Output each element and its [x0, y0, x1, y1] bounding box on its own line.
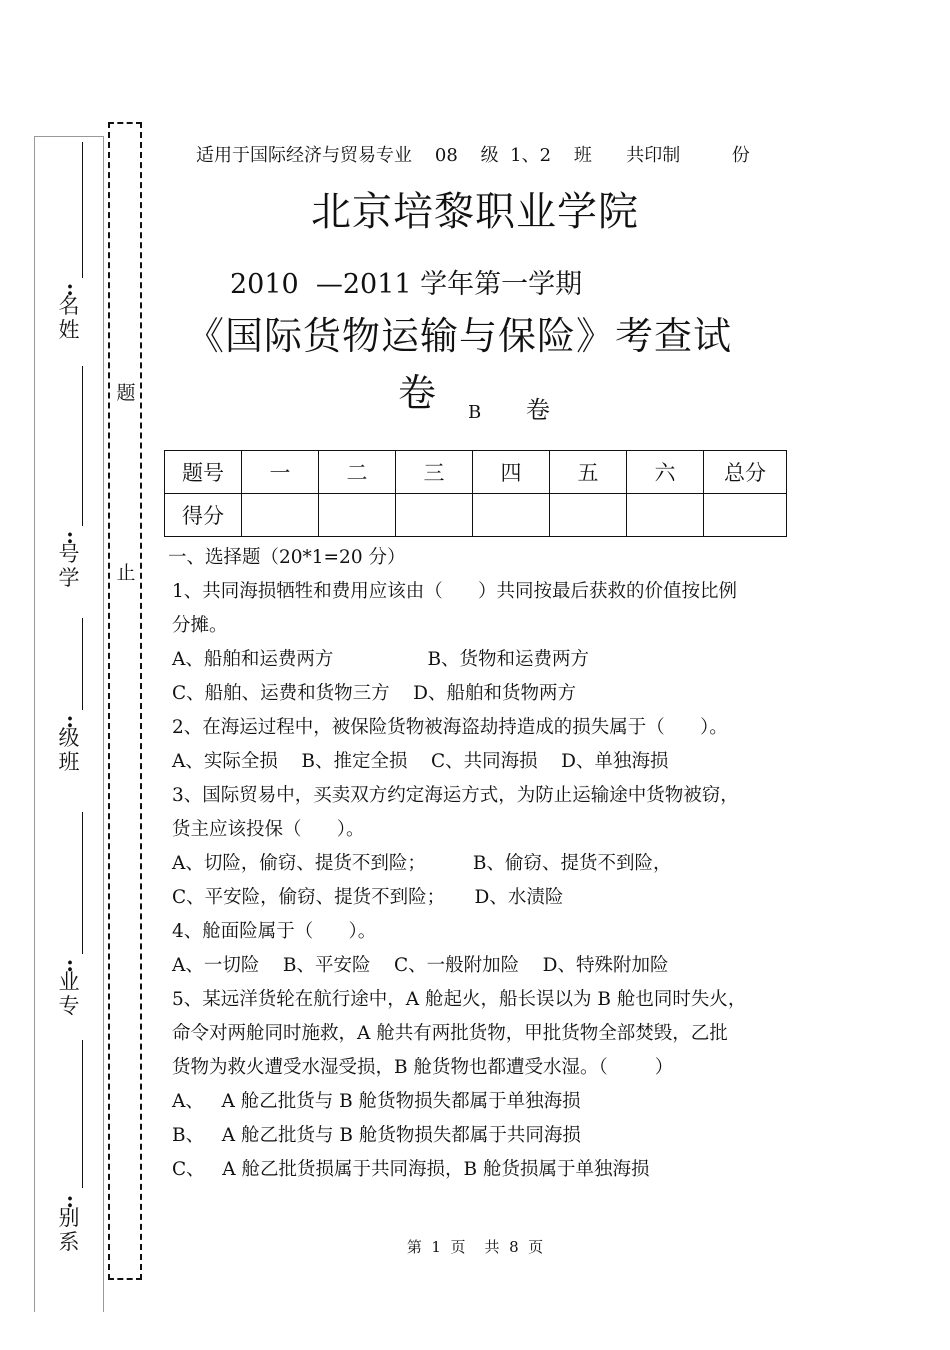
score-row-label: 得分 — [165, 494, 242, 537]
score-header-cell: 三 — [396, 451, 473, 494]
question-line: 分摊。 — [172, 615, 228, 636]
margin-fill-line — [82, 618, 83, 710]
question-line: 货物为救火遭受水湿受损，B 舱货物也都遭受水湿。（ ） — [172, 1057, 674, 1078]
seal-char-top: 题 — [116, 382, 136, 404]
margin-label-major: : 业专 — [58, 951, 80, 1018]
margin-label-class: : 级班 — [58, 707, 80, 774]
score-table-score-row — [165, 494, 787, 537]
question-option-line: C、船舶、运费和货物三方 D、船舶和货物两方 — [172, 683, 577, 704]
question-option-line: A、实际全损 B、推定全损 C、共同海损 D、单独海损 — [172, 751, 669, 772]
score-header-cell: 六 — [627, 451, 704, 494]
score-header-cell: 一 — [242, 451, 319, 494]
margin-label-name: : 名姓 — [58, 275, 80, 342]
paper-suffix: 卷 — [526, 396, 550, 424]
question-line: 3、国际贸易中，买卖双方约定海运方式，为防止运输途中货物被窃， — [172, 785, 739, 806]
question-option-line: A、一切险 B、平安险 C、一般附加险 D、特殊附加险 — [172, 955, 669, 976]
score-cell[interactable] — [319, 494, 396, 537]
score-table-header-row — [165, 451, 787, 494]
question-option-line: A、切险，偷窃、提货不到险； B、偷窃、提货不到险， — [172, 853, 672, 874]
score-cell[interactable] — [704, 494, 787, 537]
question-option-line: C、 A 舱乙批货损属于共同海损，B 舱货损属于单独海损 — [172, 1159, 650, 1180]
term-line: 2010 —2011 学年第一学期 — [230, 269, 583, 300]
score-header-cell: 总分 — [704, 451, 787, 494]
course-title-cont: 卷 — [398, 371, 437, 415]
score-header-cell: 五 — [550, 451, 627, 494]
score-header-cell: 四 — [473, 451, 550, 494]
question-line: 命令对两舱同时施救，A 舱共有两批货物，甲批货物全部焚毁，乙批 — [172, 1023, 728, 1044]
question-line: 1、共同海损牺牲和费用应该由（ ）共同按最后获救的价值按比例 — [172, 581, 738, 602]
section-heading: 一、选择题（20*1=20 分） — [168, 547, 406, 568]
question-line: 2、在海运过程中，被保险货物被海盗劫持造成的损失属于（ ）。 — [172, 717, 728, 738]
paper-letter: B — [468, 402, 482, 423]
score-cell[interactable] — [473, 494, 550, 537]
question-line: 4、舱面险属于（ ）。 — [172, 921, 377, 942]
margin-fill-line — [82, 1040, 83, 1188]
question-option-line: A、船舶和运费两方 B、货物和运费两方 — [172, 649, 590, 670]
score-table — [164, 450, 787, 537]
margin-label-student-id: : 号学 — [58, 523, 80, 590]
score-cell[interactable] — [627, 494, 704, 537]
seal-char-bottom: 止 — [116, 562, 136, 584]
question-line: 货主应该投保（ ）。 — [172, 819, 365, 840]
margin-fill-line — [82, 366, 83, 526]
score-cell[interactable] — [396, 494, 473, 537]
question-option-line: A、 A 舱乙批货与 B 舱货物损失都属于单独海损 — [172, 1091, 581, 1112]
seal-line-box — [108, 122, 142, 1280]
margin-label-department: : 别系 — [58, 1187, 80, 1254]
score-cell[interactable] — [550, 494, 627, 537]
school-name: 北京培黎职业学院 — [311, 189, 639, 235]
margin-fill-line — [82, 812, 83, 954]
score-header-cell: 二 — [319, 451, 396, 494]
question-option-line: C、平安险，偷窃、提货不到险； D、水渍险 — [172, 887, 564, 908]
course-title: 《国际货物运输与保险》考查试 — [186, 314, 733, 358]
question-list — [168, 541, 782, 1187]
question-line: 5、某远洋货轮在航行途中，A 舱起火，船长误以为 B 舱也同时失火， — [172, 989, 747, 1010]
score-cell[interactable] — [242, 494, 319, 537]
applies-to-line: 适用于国际经济与贸易专业 08 级 1、2 班 共印制 份 — [196, 145, 750, 166]
question-option-line: B、 A 舱乙批货与 B 舱货物损失都属于共同海损 — [172, 1125, 581, 1146]
score-header-cell: 题号 — [165, 451, 242, 494]
page-footer: 第 1 页 共 8 页 — [406, 1238, 544, 1256]
